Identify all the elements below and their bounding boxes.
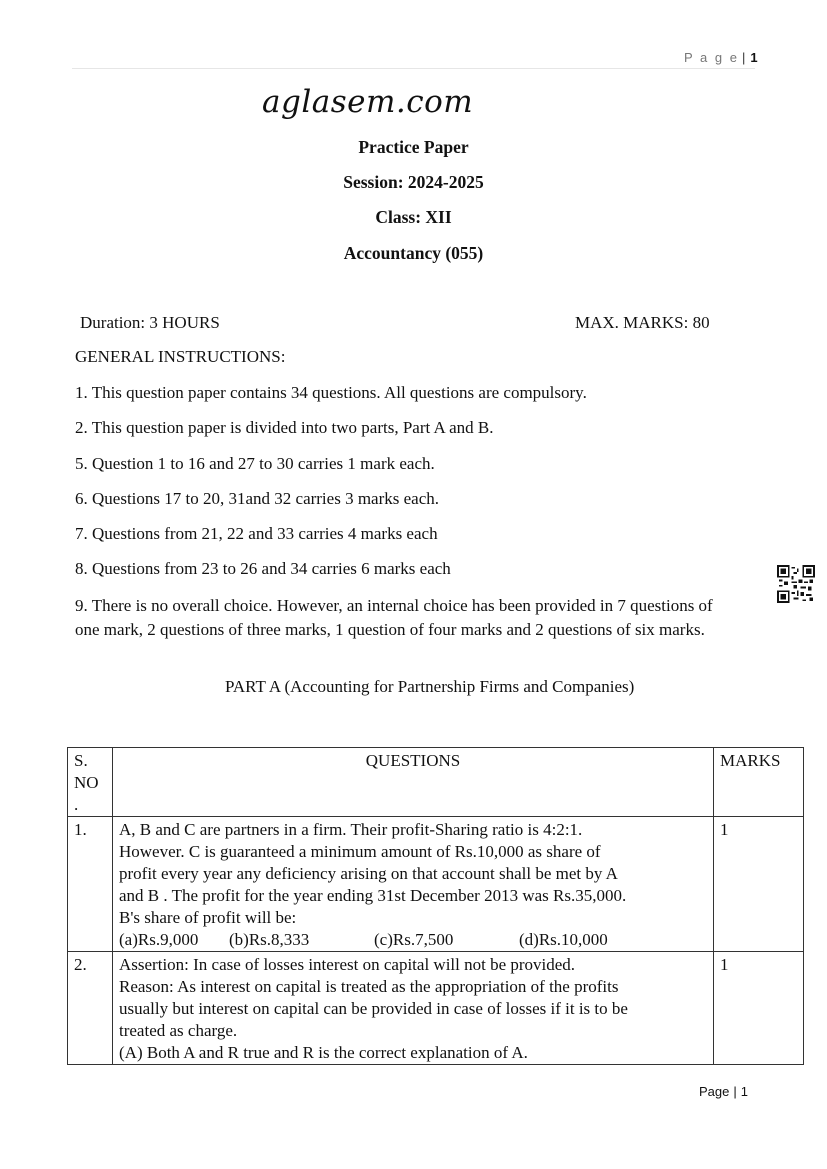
question-number: 1. bbox=[68, 817, 113, 952]
option-a: (a)Rs.9,000 bbox=[119, 930, 199, 949]
question-marks: 1 bbox=[714, 952, 804, 1065]
instruction-item: 1. This question paper contains 34 questions. All questions are compulsory. bbox=[75, 383, 587, 402]
header-rule bbox=[72, 68, 755, 69]
question-number: 2. bbox=[68, 952, 113, 1065]
table-header-row bbox=[68, 748, 804, 817]
option-c: (c)Rs.7,500 bbox=[374, 930, 454, 949]
question-text bbox=[113, 952, 714, 1065]
instruction-item: 7. Questions from 21, 22 and 33 carries 4 marks each bbox=[75, 524, 438, 543]
page-header: P a g e | 1 bbox=[684, 50, 758, 65]
page-header-label: P a g e bbox=[684, 50, 739, 65]
qr-code-icon bbox=[777, 565, 815, 603]
header-marks: MARKS bbox=[714, 748, 804, 817]
question-line: usually but interest on capital can be provided in case of losses if it is to be bbox=[119, 999, 628, 1018]
instruction-item: 8. Questions from 23 to 26 and 34 carries 6 marks each bbox=[75, 559, 451, 578]
instructions-heading: GENERAL INSTRUCTIONS: bbox=[75, 347, 286, 366]
question-line: B's share of profit will be: bbox=[119, 908, 297, 927]
question-line: profit every year any deficiency arising on that account shall be met by A bbox=[119, 864, 618, 883]
max-marks: MAX. MARKS: 80 bbox=[575, 313, 710, 332]
page-footer: Page | 1 bbox=[699, 1084, 748, 1099]
duration: Duration: 3 HOURS bbox=[80, 313, 220, 332]
page-header-number: 1 bbox=[750, 50, 758, 65]
session-title: Session: 2024-2025 bbox=[343, 172, 484, 192]
question-line: treated as charge. bbox=[119, 1021, 238, 1040]
class-title: Class: XII bbox=[375, 207, 452, 227]
question-line: A, B and C are partners in a firm. Their profit-Sharing ratio is 4:2:1. bbox=[119, 820, 583, 839]
question-line: (A) Both A and R true and R is the correct explanation of A. bbox=[119, 1043, 528, 1062]
paper-title: Practice Paper bbox=[358, 137, 469, 157]
header-questions: QUESTIONS bbox=[113, 748, 714, 817]
part-a-title: PART A (Accounting for Partnership Firms and Companies) bbox=[225, 677, 635, 696]
question-text bbox=[113, 817, 714, 952]
instruction-item: 2. This question paper is divided into two parts, Part A and B. bbox=[75, 418, 494, 437]
questions-table bbox=[67, 747, 804, 1065]
instruction-item: 5. Question 1 to 16 and 27 to 30 carries 1 mark each. bbox=[75, 454, 435, 473]
question-line: However. C is guaranteed a minimum amount of Rs.10,000 as share of bbox=[119, 842, 601, 861]
option-b: (b)Rs.8,333 bbox=[229, 930, 310, 949]
option-d: (d)Rs.10,000 bbox=[519, 930, 608, 949]
question-line: and B . The profit for the year ending 31st December 2013 was Rs.35,000. bbox=[119, 886, 627, 905]
subject-title: Accountancy (055) bbox=[343, 243, 484, 263]
answer-options bbox=[119, 929, 707, 951]
page-footer-number: 1 bbox=[740, 1084, 748, 1099]
table-row bbox=[68, 817, 804, 952]
header-sno: S. NO . bbox=[68, 748, 113, 817]
instruction-item: 6. Questions 17 to 20, 31and 32 carries 3 marks each. bbox=[75, 489, 439, 508]
table-row bbox=[68, 952, 804, 1065]
question-marks: 1 bbox=[714, 817, 804, 952]
question-line: Reason: As interest on capital is treated as the appropriation of the profits bbox=[119, 977, 619, 996]
page-footer-label: Page bbox=[699, 1084, 730, 1099]
question-line: Assertion: In case of losses interest on capital will not be provided. bbox=[119, 955, 576, 974]
aglasem-logo: aglasem.com bbox=[262, 84, 474, 120]
instruction-item: 9. There is no overall choice. However, an internal choice has been provided in 7 questions of one mark, 2 questions of three marks, 1 question of four marks and 2 questions of six marks. bbox=[75, 596, 713, 639]
